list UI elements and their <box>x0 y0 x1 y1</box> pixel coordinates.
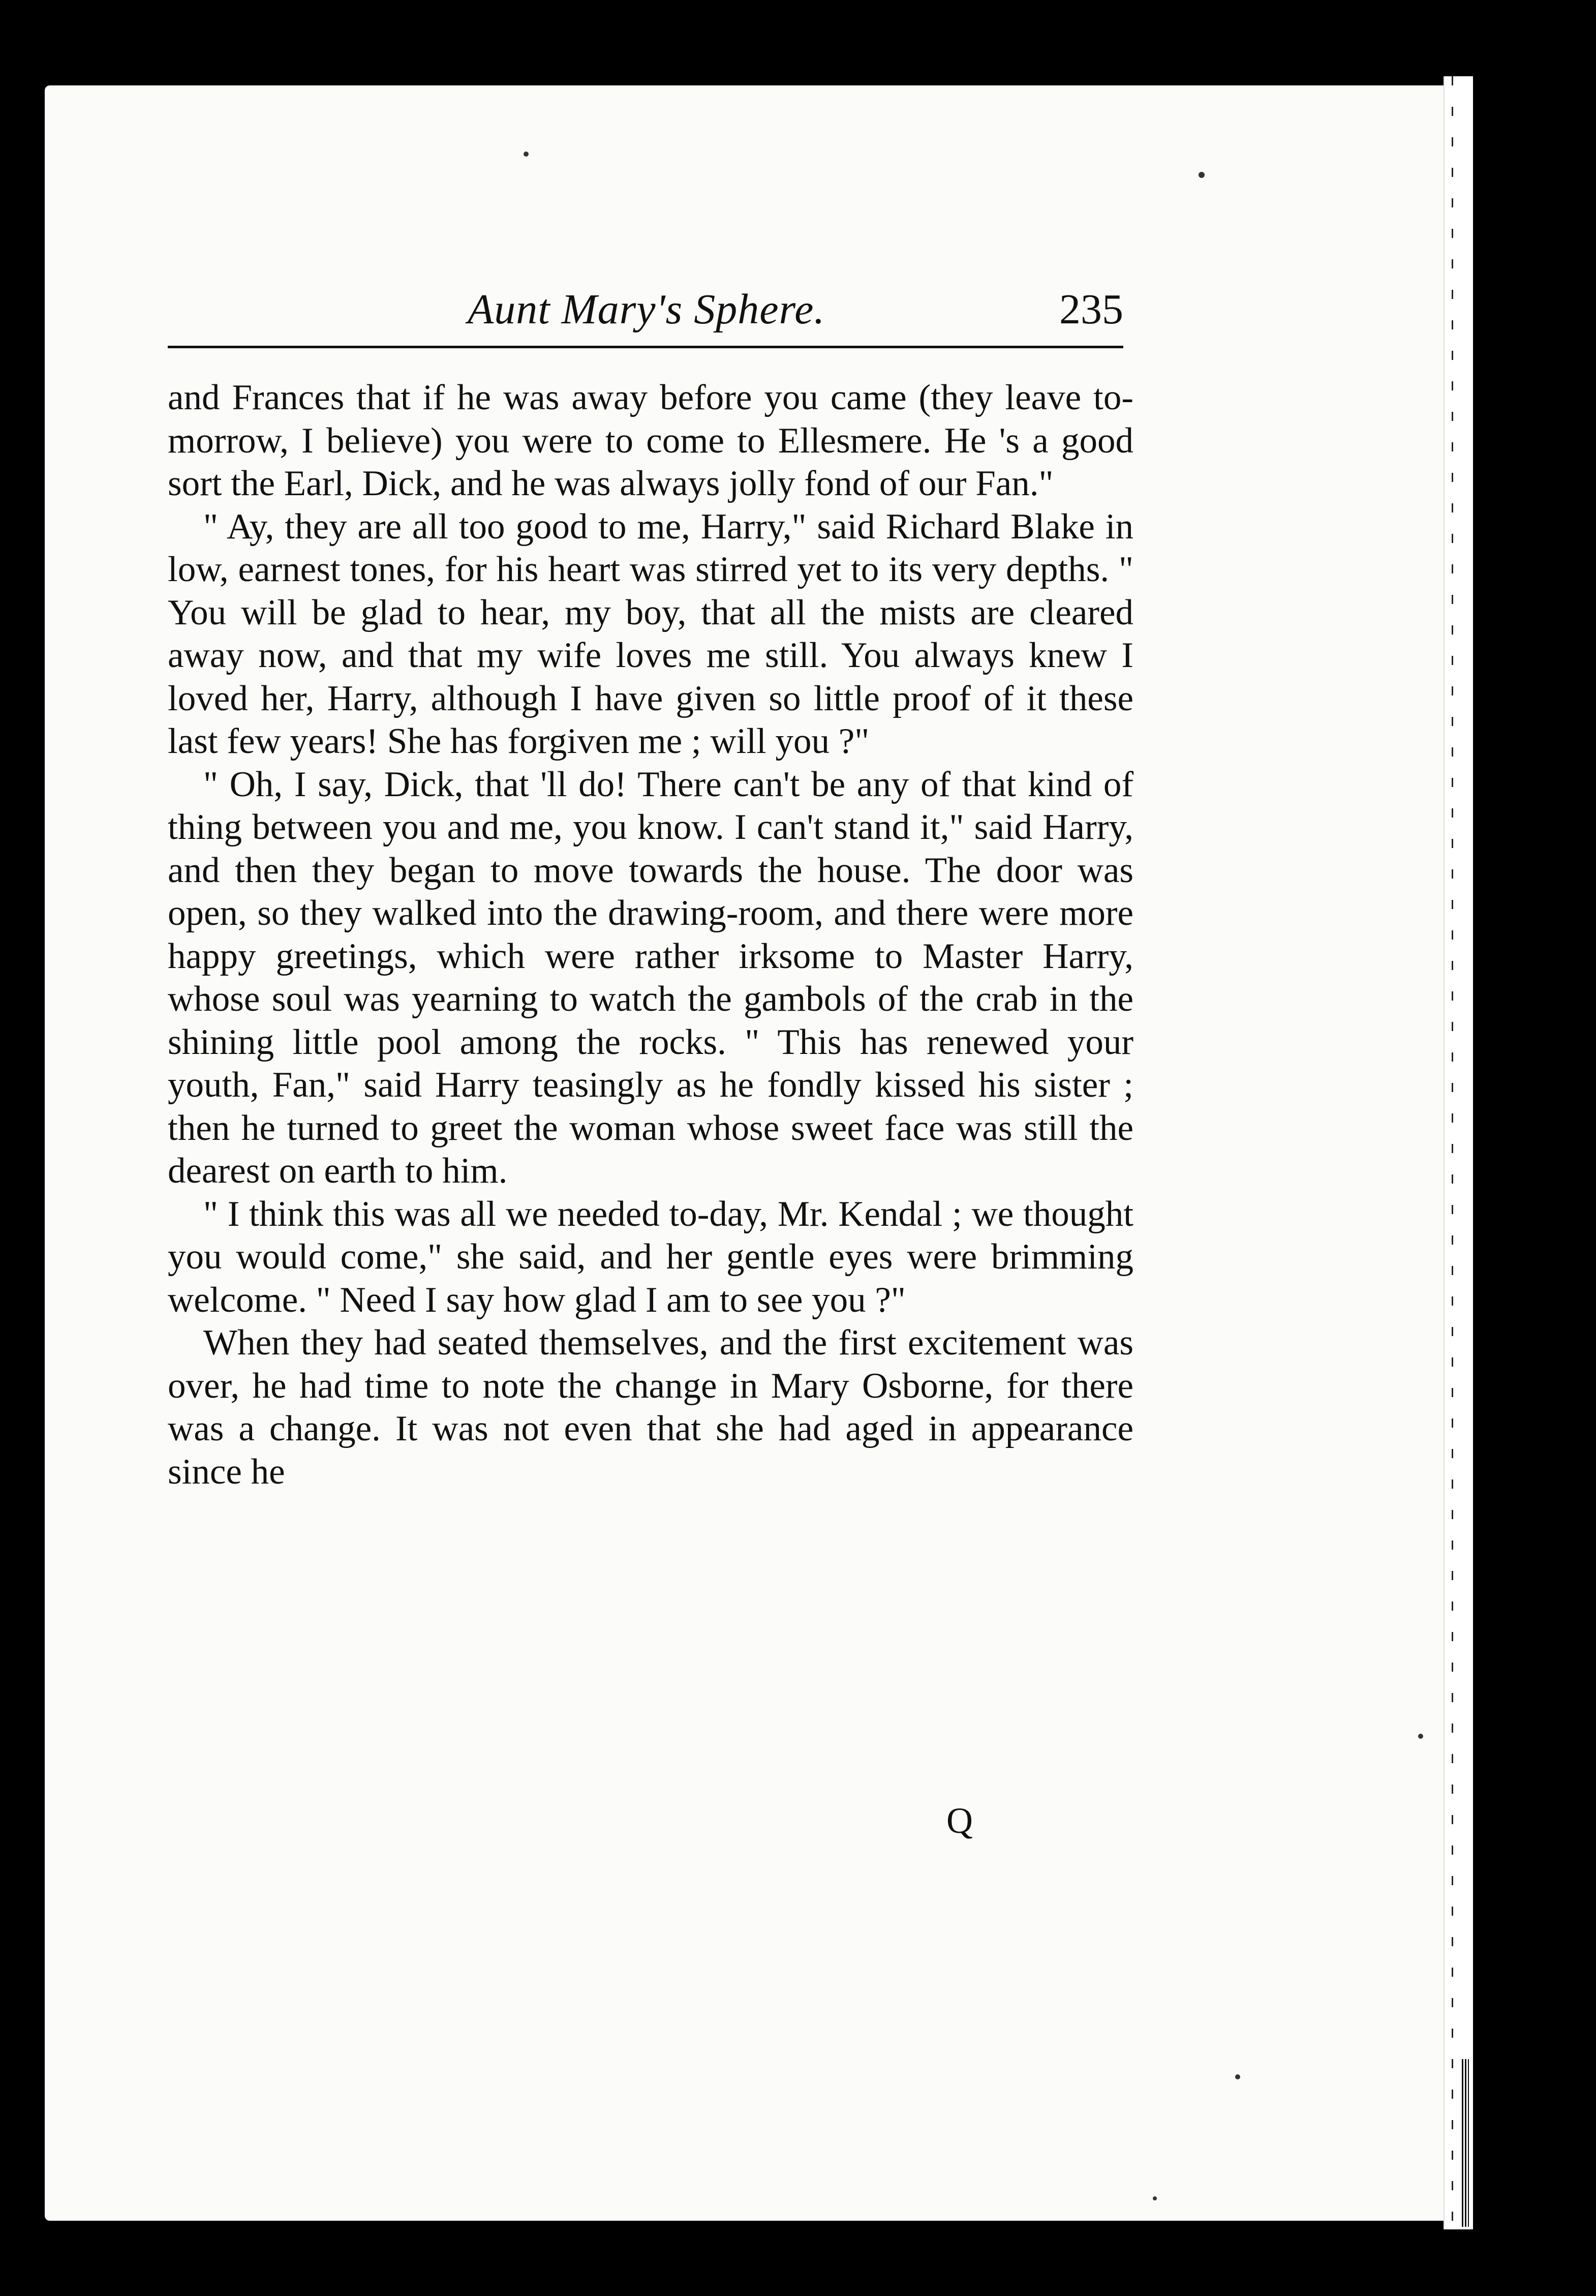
print-speck <box>524 152 529 157</box>
paragraph: " Oh, I say, Dick, that 'll do! There can't be any of that kind of thing between you and me, you know. I can't stand it," said Harry, and then they began to move towards the house. The door was open, so they walked into the drawing-room, and there were more happy greetings, which were rather irksome to Master Harry, whose soul was yearning to watch the gambols of the crab in the shining little pool among the rocks. " This has renewed your youth, Fan," said Harry teasingly as he fondly kissed his sister ; then he turned to greet the woman whose sweet face was still the dearest on earth to him. <box>168 764 1133 1191</box>
page-number: 235 <box>1059 286 1123 333</box>
paragraph: When they had seated themselves, and the first excitement was over, he had time to note the change in Mary Osborne, for there was a change. It was not even that she had aged in appearance since he <box>168 1323 1133 1492</box>
print-speck <box>1199 172 1205 178</box>
page-edge <box>1444 76 1473 2229</box>
print-speck <box>1418 1734 1423 1739</box>
signature-mark: Q <box>946 1800 973 1841</box>
running-title: Aunt Mary's Sphere. <box>468 286 825 333</box>
paragraph: " I think this was all we needed to-day, Mr. Kendal ; we thought you would come," she said, and her gentle eyes were brimming welcome. " Need I say how glad I am to see you ?" <box>168 1194 1133 1320</box>
print-speck <box>1235 2074 1240 2079</box>
paragraph: and Frances that if he was away before you came (they leave to-morrow, I believe) you were to come to Ellesmere. He 's a good sort the Earl, Dick, and he was always jolly fond of our Fan." <box>168 378 1133 503</box>
paragraph: " Ay, they are all too good to me, Harry," said Richard Blake in low, earnest tones, for his heart was stirred yet to its very depths. " You will be glad to hear, my boy, that all the mists are cleared away now, and that my wife loves me still. You always knew I loved her, Harry, although I have given so little proof of it these last few years! She has forgiven me ; will you ?" <box>168 506 1133 761</box>
body-text <box>168 376 1133 1493</box>
running-head <box>168 285 1123 346</box>
header-rule <box>168 346 1123 348</box>
print-speck <box>1153 2196 1157 2200</box>
